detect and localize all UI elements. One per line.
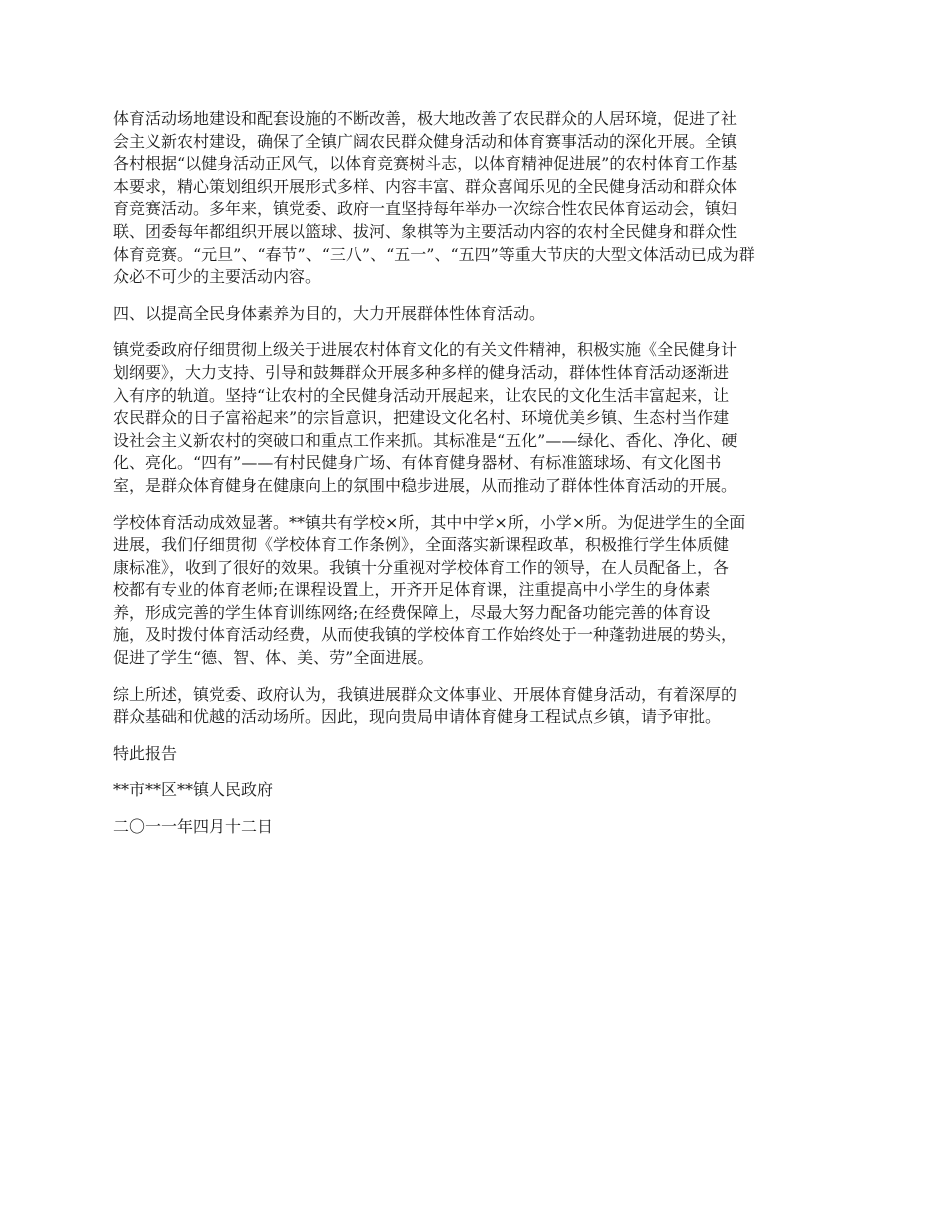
text-line: 体育竞赛。“元旦”、“春节”、“三八”、“五一”、“五四”等重大节庆的大型文体活动已成为群: [113, 244, 755, 264]
paragraph-conclusion: [113, 684, 843, 729]
text-line: 施，及时拨付体育活动经费，从而使我镇的学校体育工作始终处于一种蓬勃进展的势头，: [113, 625, 738, 645]
signature-date: [113, 816, 843, 839]
text-line: 入有序的轨道。坚持“让农村的全民健身活动开展起来，让农民的文化生活丰富起来，让: [113, 385, 730, 405]
text-line: 四、以提高全民身体素养为目的，大力开展群体性体育活动。: [113, 303, 546, 323]
text-line: 校都有专业的体育老师;在课程设置上，开齐开足体育课，注重提高中小学生的身体素: [113, 580, 711, 600]
text-line: 康标准》，收到了很好的效果。我镇十分重视对学校体育工作的领导，在人员配备上，各: [113, 557, 730, 577]
document-body: [113, 108, 843, 853]
text-line: 室，是群众体育健身在健康向上的氛围中稳步进展，从而推动了群体性体育活动的开展。: [113, 475, 738, 495]
text-line: 进展，我们仔细贯彻《学校体育工作条例》，全面落实新课程政革，积极推行学生体质健: [113, 535, 730, 555]
paragraph-school-sports: [113, 512, 843, 670]
text-line: 各村根据“以健身活动正风气，以体育竞赛树斗志，以体育精神促进展”的农村体育工作基: [113, 154, 738, 174]
text-line: 联、团委每年都组织开展以篮球、拔河、象棋等为主要活动内容的农村全民健身和群众性: [113, 221, 738, 241]
text-line: 划纲要》，大力支持、引导和鼓舞群众开展多种多样的健身活动，群体性体育活动逐渐进: [113, 362, 730, 382]
closing-report-phrase: [113, 743, 843, 766]
text-line: 育竞赛活动。多年来，镇党委、政府一直坚持每年举办一次综合性农民体育运动会，镇妇: [113, 199, 738, 219]
signature-organization: [113, 779, 843, 802]
text-line: 众必不可少的主要活动内容。: [113, 267, 322, 287]
text-line: 二〇一一年四月十二日: [113, 817, 274, 837]
section-heading-four: [113, 303, 843, 326]
text-line: 设社会主义新农村的突破口和重点工作来抓。其标准是“五化”——绿化、香化、净化、硬: [113, 430, 738, 450]
text-line: 学校体育活动成效显著。**镇共有学校×所，其中中学×所，小学×所。为促进学生的全面: [113, 512, 746, 532]
paragraph-village-sports: [113, 108, 843, 289]
text-line: 农民群众的日子富裕起来”的宗旨意识，把建设文化名村、环境优美乡镇、生态村当作建: [113, 408, 730, 428]
text-line: 会主义新农村建设，确保了全镇广阔农民群众健身活动和体育赛事活动的深化开展。全镇: [113, 131, 738, 151]
text-line: 促进了学生“德、智、体、美、劳”全面进展。: [113, 648, 434, 668]
text-line: 化、亮化。“四有”——有村民健身广场、有体育健身器材、有标准篮球场、有文化图书: [113, 453, 722, 473]
text-line: 综上所述，镇党委、政府认为，我镇进展群众文体事业、开展体育健身活动，有着深厚的: [113, 684, 738, 704]
text-line: 养，形成完善的学生体育训练网络;在经费保障上，尽最大努力配备功能完善的体育设: [113, 602, 711, 622]
text-line: **市**区**镇人民政府: [113, 780, 274, 800]
text-line: 体育活动场地建设和配套设施的不断改善，极大地改善了农民群众的人居环境，促进了社: [113, 109, 738, 128]
text-line: 镇党委政府仔细贯彻上级关于进展农村体育文化的有关文件精神，积极实施《全民健身计: [113, 340, 738, 360]
paragraph-mass-fitness: [113, 339, 843, 497]
text-line: 本要求，精心策划组织开展形式多样、内容丰富、群众喜闻乐见的全民健身活动和群众体: [113, 176, 738, 196]
text-line: 特此报告: [113, 743, 178, 763]
text-line: 群众基础和优越的活动场所。因此，现向贵局申请体育健身工程试点乡镇，请予审批。: [113, 707, 722, 727]
